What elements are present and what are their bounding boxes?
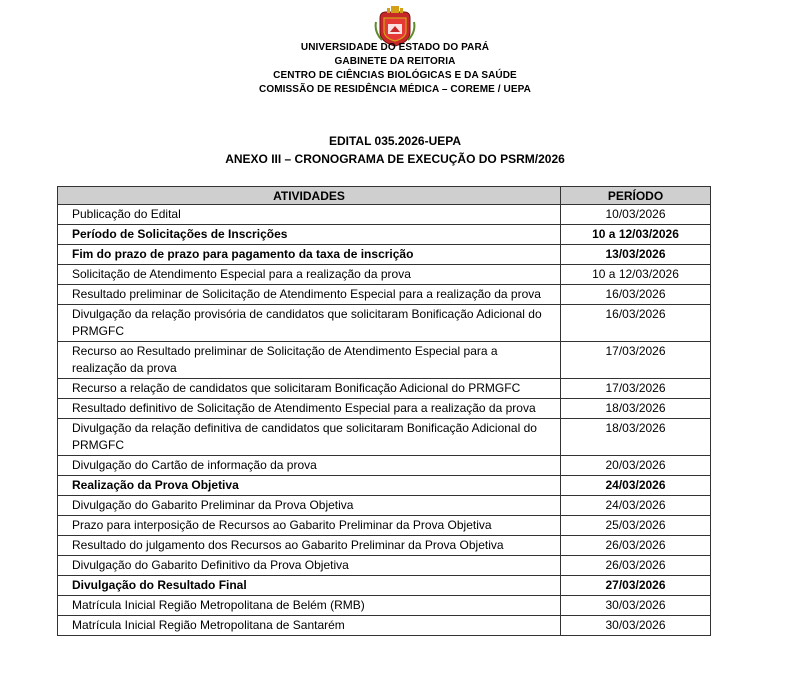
- activity-cell: Resultado definitivo de Solicitação de Atendimento Especial para a realização da prova: [58, 399, 561, 419]
- activity-cell: Divulgação da relação provisória de candidatos que solicitaram Bonificação Adicional do PRMGFC: [58, 305, 561, 342]
- table-header-row: [58, 187, 711, 205]
- activity-cell: Solicitação de Atendimento Especial para a realização da prova: [58, 265, 561, 285]
- period-cell: 30/03/2026: [561, 616, 711, 636]
- table-row: [58, 285, 711, 305]
- table-row: [58, 456, 711, 476]
- period-cell: 17/03/2026: [561, 342, 711, 379]
- table-row: [58, 496, 711, 516]
- period-cell: 18/03/2026: [561, 419, 711, 456]
- table-row: [58, 342, 711, 379]
- table-row: [58, 205, 711, 225]
- activity-cell: Divulgação do Gabarito Definitivo da Prova Objetiva: [58, 556, 561, 576]
- activity-cell: Prazo para interposição de Recursos ao Gabarito Preliminar da Prova Objetiva: [58, 516, 561, 536]
- schedule-table: [57, 186, 711, 636]
- activity-cell: Matrícula Inicial Região Metropolitana de Santarém: [58, 616, 561, 636]
- activity-cell: Recurso a relação de candidatos que solicitaram Bonificação Adicional do PRMGFC: [58, 379, 561, 399]
- period-cell: 24/03/2026: [561, 496, 711, 516]
- table-row: [58, 419, 711, 456]
- period-cell: 10/03/2026: [561, 205, 711, 225]
- schedule-rows: [58, 205, 711, 636]
- table-row: [58, 399, 711, 419]
- period-cell: 16/03/2026: [561, 305, 711, 342]
- period-cell: 30/03/2026: [561, 596, 711, 616]
- column-header-activities: ATIVIDADES: [58, 187, 561, 205]
- period-cell: 26/03/2026: [561, 536, 711, 556]
- activity-cell: Divulgação da relação definitiva de candidatos que solicitaram Bonificação Adicional do PRMGFC: [58, 419, 561, 456]
- period-cell: 26/03/2026: [561, 556, 711, 576]
- table-row: [58, 265, 711, 285]
- table-row: [58, 536, 711, 556]
- period-cell: 13/03/2026: [561, 245, 711, 265]
- column-header-period: PERÍODO: [561, 187, 711, 205]
- table-row: [58, 576, 711, 596]
- activity-cell: Publicação do Edital: [58, 205, 561, 225]
- period-cell: 27/03/2026: [561, 576, 711, 596]
- table-row: [58, 516, 711, 536]
- period-cell: 16/03/2026: [561, 285, 711, 305]
- activity-cell: Matrícula Inicial Região Metropolitana de Belém (RMB): [58, 596, 561, 616]
- table-row: [58, 305, 711, 342]
- table-row: [58, 476, 711, 496]
- period-cell: 24/03/2026: [561, 476, 711, 496]
- activity-cell: Resultado do julgamento dos Recursos ao Gabarito Preliminar da Prova Objetiva: [58, 536, 561, 556]
- activity-cell: Divulgação do Resultado Final: [58, 576, 561, 596]
- period-cell: 25/03/2026: [561, 516, 711, 536]
- activity-cell: Divulgação do Cartão de informação da prova: [58, 456, 561, 476]
- activity-cell: Fim do prazo de prazo para pagamento da taxa de inscrição: [58, 245, 561, 265]
- activity-cell: Resultado preliminar de Solicitação de Atendimento Especial para a realização da prova: [58, 285, 561, 305]
- institution-header: [0, 41, 790, 97]
- activity-cell: Realização da Prova Objetiva: [58, 476, 561, 496]
- period-cell: 18/03/2026: [561, 399, 711, 419]
- header-university: UNIVERSIDADE DO ESTADO DO PARÁ: [300, 42, 490, 53]
- document-titles: [0, 132, 790, 168]
- table-row: [58, 245, 711, 265]
- header-office: GABINETE DA REITORIA: [334, 56, 456, 67]
- table-row: [58, 616, 711, 636]
- activity-cell: Período de Solicitações de Inscrições: [58, 225, 561, 245]
- table-row: [58, 225, 711, 245]
- period-cell: 20/03/2026: [561, 456, 711, 476]
- table-row: [58, 379, 711, 399]
- annex-title: ANEXO III – CRONOGRAMA DE EXECUÇÃO DO PSRM/2026: [225, 152, 565, 166]
- period-cell: 10 a 12/03/2026: [561, 225, 711, 245]
- activity-cell: Divulgação do Gabarito Preliminar da Prova Objetiva: [58, 496, 561, 516]
- table-row: [58, 596, 711, 616]
- header-center: CENTRO DE CIÊNCIAS BIOLÓGICAS E DA SAÚDE: [273, 70, 517, 81]
- edital-title: EDITAL 035.2026-UEPA: [328, 134, 462, 148]
- activity-cell: Recurso ao Resultado preliminar de Solicitação de Atendimento Especial para a realização da prova: [58, 342, 561, 379]
- header-commission: COMISSÃO DE RESIDÊNCIA MÉDICA – COREME / UEPA: [259, 84, 531, 95]
- period-cell: 10 a 12/03/2026: [561, 265, 711, 285]
- table-row: [58, 556, 711, 576]
- period-cell: 17/03/2026: [561, 379, 711, 399]
